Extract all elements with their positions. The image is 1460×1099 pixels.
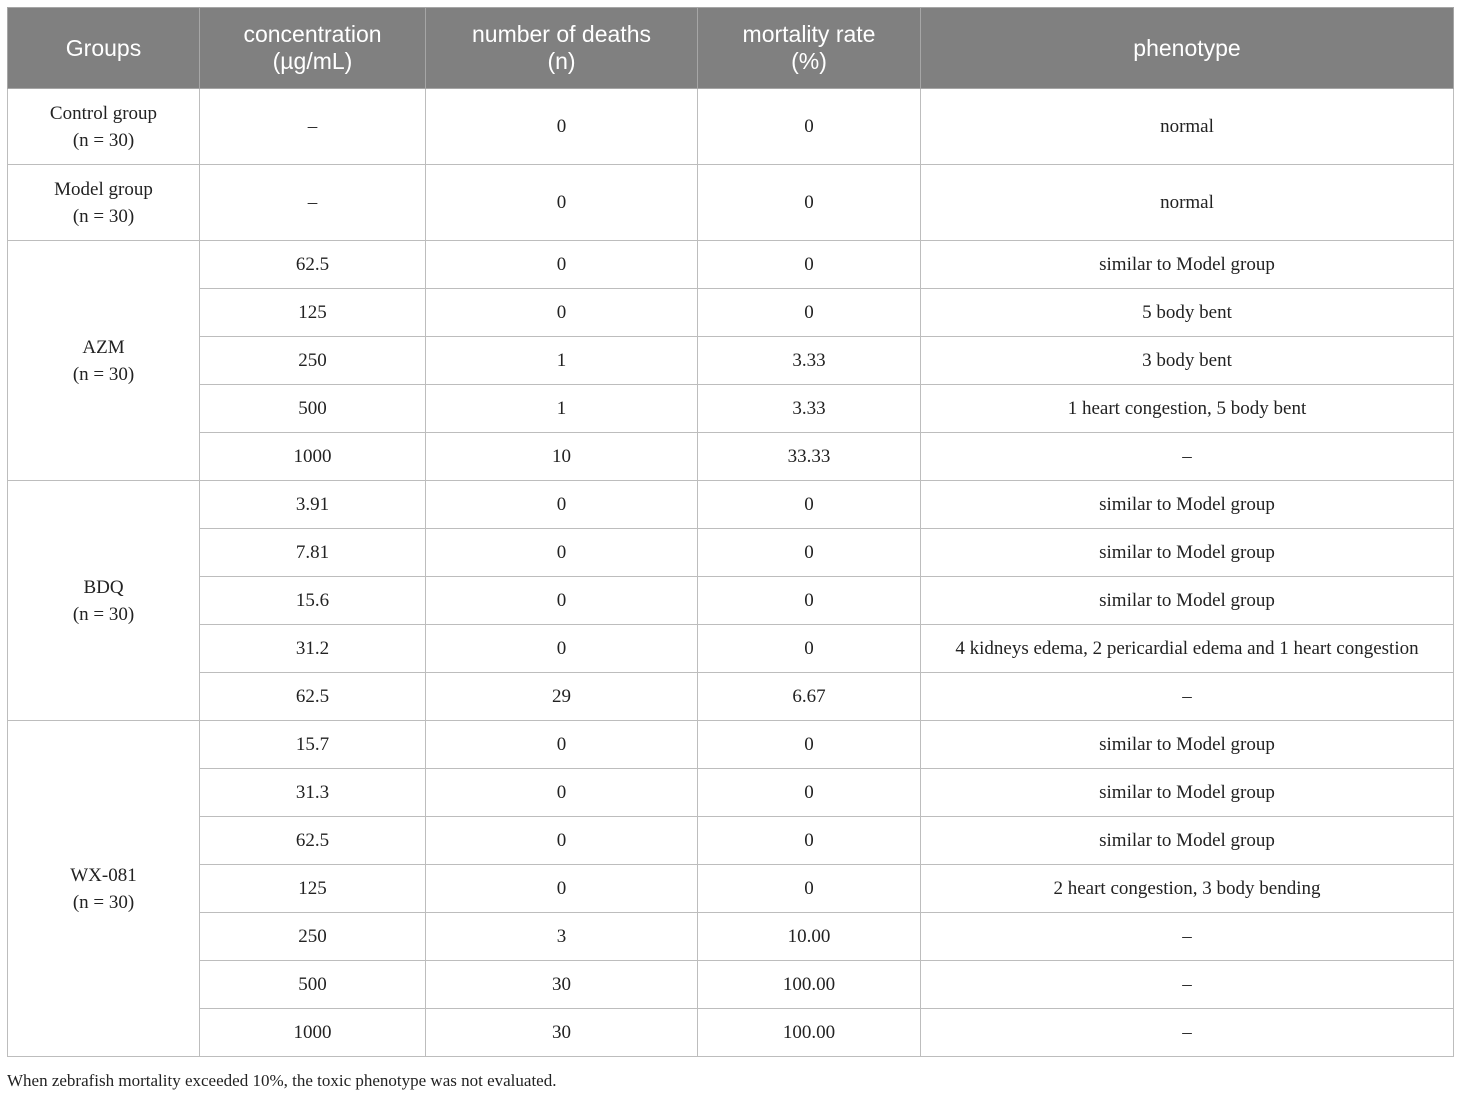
phenotype-cell: normal [921, 89, 1454, 165]
deaths-cell: 0 [426, 89, 698, 165]
header-mortality: mortality rate (%) [698, 8, 921, 89]
group-size: (n = 30) [72, 129, 135, 151]
mortality-cell: 6.67 [698, 673, 921, 721]
deaths-cell: 0 [426, 817, 698, 865]
deaths-cell: 1 [426, 337, 698, 385]
phenotype-cell: similar to Model group [921, 577, 1454, 625]
table-row [8, 961, 1454, 1009]
phenotype-cell: normal [921, 165, 1454, 241]
table-row [8, 769, 1454, 817]
phenotype-cell: similar to Model group [921, 769, 1454, 817]
group-cell [8, 721, 200, 1057]
table-row [8, 385, 1454, 433]
group-size: (n = 30) [72, 603, 135, 625]
deaths-cell: 0 [426, 721, 698, 769]
phenotype-cell: – [921, 913, 1454, 961]
table-body [8, 89, 1454, 1057]
footnote: When zebrafish mortality exceeded 10%, the toxic phenotype was not evaluated. [7, 1071, 557, 1090]
header-groups: Groups [8, 8, 200, 89]
table-row [8, 625, 1454, 673]
mortality-cell: 0 [698, 165, 921, 241]
concentration-cell: 62.5 [200, 241, 426, 289]
table-row [8, 337, 1454, 385]
phenotype-cell: 4 kidneys edema, 2 pericardial edema and 1 heart congestion [921, 625, 1454, 673]
concentration-cell: 1000 [200, 1009, 426, 1057]
concentration-cell: 31.2 [200, 625, 426, 673]
phenotype-cell: 2 heart congestion, 3 body bending [921, 865, 1454, 913]
mortality-cell: 0 [698, 481, 921, 529]
table-row [8, 913, 1454, 961]
header-concentration: concentration (µg/mL) [200, 8, 426, 89]
deaths-cell: 30 [426, 1009, 698, 1057]
table-row [8, 721, 1454, 769]
concentration-cell: 125 [200, 289, 426, 337]
concentration-cell: 125 [200, 865, 426, 913]
deaths-cell: 0 [426, 625, 698, 673]
deaths-cell: 3 [426, 913, 698, 961]
concentration-cell: – [200, 89, 426, 165]
group-size: (n = 30) [72, 363, 135, 385]
group-size: (n = 30) [72, 205, 135, 227]
mortality-cell: 100.00 [698, 1009, 921, 1057]
phenotype-cell: 3 body bent [921, 337, 1454, 385]
phenotype-cell: – [921, 673, 1454, 721]
mortality-cell: 0 [698, 769, 921, 817]
deaths-cell: 0 [426, 241, 698, 289]
mortality-cell: 10.00 [698, 913, 921, 961]
group-name: Model group [54, 178, 153, 200]
group-name: BDQ [83, 576, 124, 598]
table-row [8, 577, 1454, 625]
table-row [8, 529, 1454, 577]
mortality-cell: 0 [698, 577, 921, 625]
phenotype-cell: similar to Model group [921, 817, 1454, 865]
deaths-cell: 0 [426, 865, 698, 913]
concentration-cell: 15.7 [200, 721, 426, 769]
phenotype-cell: – [921, 1009, 1454, 1057]
concentration-cell: 62.5 [200, 817, 426, 865]
table-row [8, 673, 1454, 721]
mortality-cell: 0 [698, 865, 921, 913]
mortality-cell: 0 [698, 817, 921, 865]
deaths-cell: 0 [426, 481, 698, 529]
mortality-cell: 3.33 [698, 337, 921, 385]
group-size: (n = 30) [72, 891, 135, 913]
table-row [8, 165, 1454, 241]
phenotype-cell: similar to Model group [921, 721, 1454, 769]
concentration-cell: 31.3 [200, 769, 426, 817]
concentration-cell: 1000 [200, 433, 426, 481]
group-cell [8, 481, 200, 721]
header-row [8, 8, 1454, 89]
mortality-cell: 33.33 [698, 433, 921, 481]
concentration-cell: 7.81 [200, 529, 426, 577]
phenotype-cell: similar to Model group [921, 241, 1454, 289]
concentration-cell: 15.6 [200, 577, 426, 625]
group-cell [8, 165, 200, 241]
table-row [8, 433, 1454, 481]
phenotype-cell: similar to Model group [921, 481, 1454, 529]
concentration-cell: 500 [200, 961, 426, 1009]
concentration-cell: 500 [200, 385, 426, 433]
table-row [8, 1009, 1454, 1057]
concentration-cell: – [200, 165, 426, 241]
table-row [8, 817, 1454, 865]
deaths-cell: 0 [426, 289, 698, 337]
table-row [8, 89, 1454, 165]
concentration-cell: 250 [200, 913, 426, 961]
table-row [8, 865, 1454, 913]
mortality-cell: 0 [698, 289, 921, 337]
table-container [7, 7, 1453, 1057]
mortality-cell: 100.00 [698, 961, 921, 1009]
concentration-cell: 3.91 [200, 481, 426, 529]
mortality-cell: 0 [698, 721, 921, 769]
deaths-cell: 0 [426, 165, 698, 241]
table-row [8, 241, 1454, 289]
group-cell [8, 89, 200, 165]
mortality-cell: 3.33 [698, 385, 921, 433]
deaths-cell: 10 [426, 433, 698, 481]
group-name: WX-081 [70, 864, 137, 886]
group-name: Control group [49, 102, 158, 124]
concentration-cell: 250 [200, 337, 426, 385]
phenotype-cell: – [921, 433, 1454, 481]
table-row [8, 289, 1454, 337]
phenotype-cell: – [921, 961, 1454, 1009]
group-name: AZM [82, 336, 125, 358]
mortality-cell: 0 [698, 89, 921, 165]
phenotype-cell: 5 body bent [921, 289, 1454, 337]
mortality-cell: 0 [698, 529, 921, 577]
concentration-cell: 62.5 [200, 673, 426, 721]
deaths-cell: 1 [426, 385, 698, 433]
deaths-cell: 0 [426, 529, 698, 577]
phenotype-cell: similar to Model group [921, 529, 1454, 577]
deaths-cell: 0 [426, 769, 698, 817]
deaths-cell: 30 [426, 961, 698, 1009]
deaths-cell: 29 [426, 673, 698, 721]
header-deaths: number of deaths (n) [426, 8, 698, 89]
mortality-cell: 0 [698, 625, 921, 673]
toxicity-table [7, 7, 1454, 1057]
header-phenotype: phenotype [921, 8, 1454, 89]
deaths-cell: 0 [426, 577, 698, 625]
group-cell [8, 241, 200, 481]
mortality-cell: 0 [698, 241, 921, 289]
phenotype-cell: 1 heart congestion, 5 body bent [921, 385, 1454, 433]
table-row [8, 481, 1454, 529]
